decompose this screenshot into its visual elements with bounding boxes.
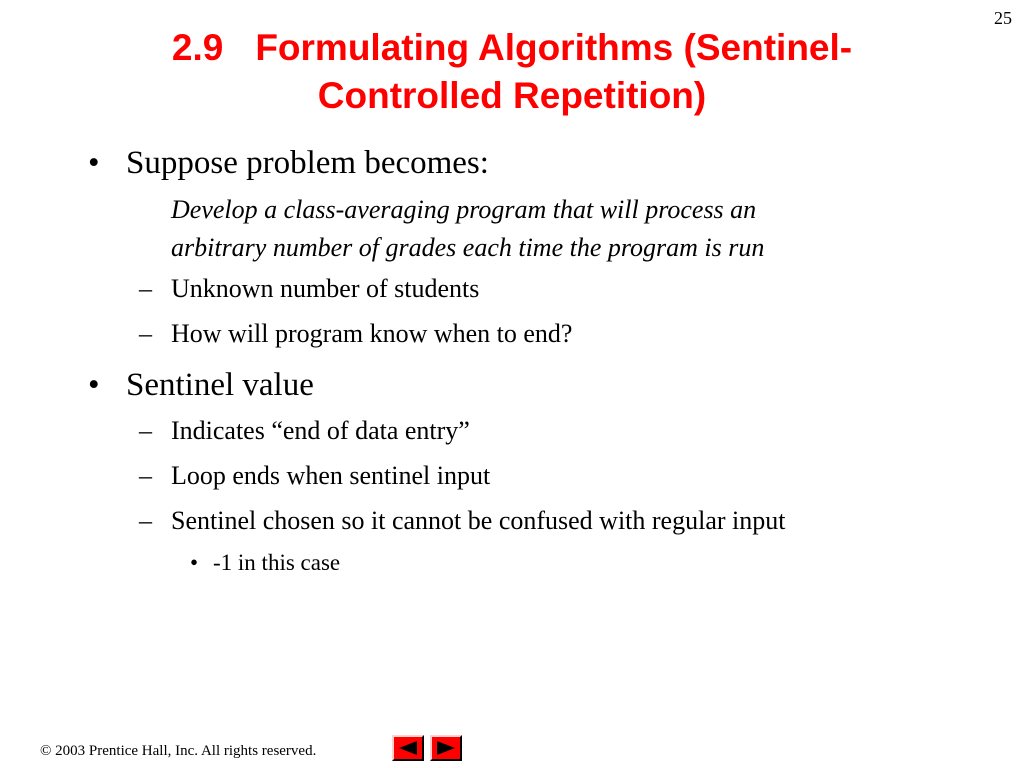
sub-bullet-loop-ends: – Loop ends when sentinel input [171, 458, 1024, 494]
slide-title [0, 24, 1024, 120]
sub-bullet-when-to-end: – How will program know when to end? [171, 316, 1024, 352]
sub-sub-bullet-minus-one: • -1 in this case [213, 548, 1024, 578]
copyright-text: 2003 Prentice Hall, Inc. All rights reserved. [55, 743, 317, 759]
bullet-sentinel-value: • Sentinel value [126, 365, 1024, 405]
title-line1-text: Formulating Algorithms (Sentinel- [255, 27, 853, 68]
sub-bullet-unknown-students: – Unknown number of students [171, 271, 1024, 307]
problem-statement [171, 191, 911, 267]
slide-navigation [392, 735, 462, 761]
previous-slide-button[interactable] [392, 735, 424, 761]
problem-statement-line2: arbitrary number of grades each time the program is run [171, 233, 765, 262]
bullet-problem: • Suppose problem becomes: [126, 143, 1024, 183]
copyright-symbol: © [40, 743, 52, 759]
slide-title-line2: Controlled Repetition) [317, 75, 707, 116]
problem-statement-line1: Develop a class-averaging program that will process an [171, 195, 757, 224]
page-number: 25 [994, 8, 1012, 28]
next-slide-button[interactable] [430, 735, 462, 761]
slide-body [0, 143, 1024, 578]
section-number: 2.9 [171, 27, 224, 68]
slide-title-line1 [0, 24, 1024, 72]
sub-bullet-sentinel-chosen: – Sentinel chosen so it cannot be confused with regular input [171, 503, 1024, 539]
copyright-footer [40, 743, 316, 760]
right-arrow-icon [435, 740, 457, 756]
left-arrow-icon [397, 740, 419, 756]
sub-bullet-end-of-data: – Indicates “end of data entry” [171, 413, 1024, 449]
